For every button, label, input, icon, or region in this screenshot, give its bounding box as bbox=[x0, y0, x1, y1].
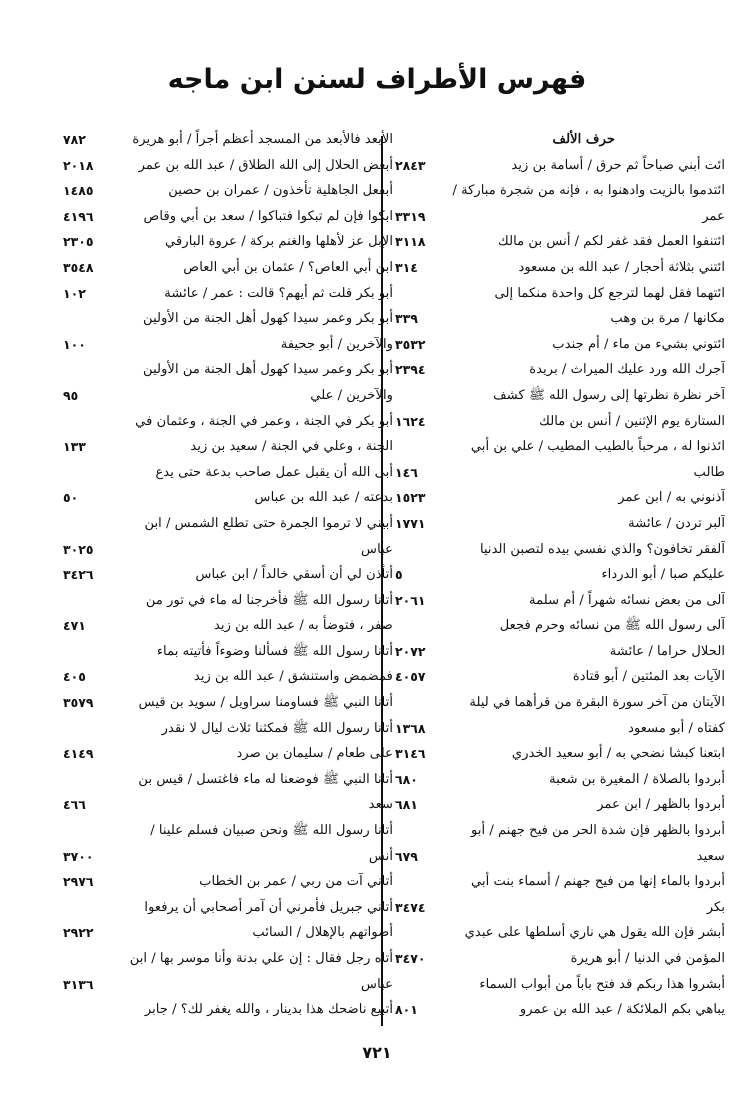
entry-text: أبو بكر وعمر سيدا كهول أهل الجنة من الأولين bbox=[143, 311, 393, 327]
index-entry bbox=[395, 204, 725, 230]
entry-text: أتانا النبي ﷺ فوضعنا له ماء فاغتسل / قيس بن bbox=[138, 771, 393, 787]
hadith-number: ٦٨١ bbox=[395, 797, 418, 813]
index-entry bbox=[395, 383, 725, 409]
hadith-number: ٣١٣٦ bbox=[63, 976, 94, 992]
hadith-number: ٢٠١٨ bbox=[63, 157, 94, 173]
hadith-number: ١٥٢٣ bbox=[395, 490, 426, 506]
hadith-number: ٣١٤٦ bbox=[395, 746, 426, 762]
hadith-number: ٣٥٤٨ bbox=[63, 259, 94, 275]
entry-text: آلى من بعض نسائه شهراً / أم سلمة bbox=[529, 592, 725, 608]
entry-text: عباس bbox=[361, 976, 393, 992]
index-entry bbox=[395, 818, 725, 844]
entry-text: ائتنفوا العمل فقد غفر لكم / أنس بن مالك bbox=[498, 234, 725, 250]
hadith-number: ١٣٦٨ bbox=[395, 720, 426, 736]
index-entry bbox=[63, 844, 393, 870]
index-entry bbox=[63, 690, 393, 716]
index-entry bbox=[395, 869, 725, 895]
index-entry bbox=[63, 818, 393, 844]
entry-text: عمر bbox=[702, 208, 725, 224]
hadith-number: ٣٤٢٦ bbox=[63, 567, 94, 583]
entry-text: أتاني جبريل فأمرني أن آمر أصحابي أن يرفعوا bbox=[144, 899, 393, 915]
index-column-left bbox=[63, 127, 393, 1027]
index-entry bbox=[395, 485, 725, 511]
hadith-number: ١٦٢٤ bbox=[395, 413, 426, 429]
index-entry bbox=[63, 920, 393, 946]
index-entry bbox=[395, 460, 725, 486]
index-entry bbox=[395, 255, 725, 281]
entry-text: أبفعل الجاهلية تأخذون / عمران بن حصين bbox=[168, 183, 393, 199]
entry-text: أتاه رجل فقال : إن علي بدنة وأنا موسر بها / ابن bbox=[129, 951, 393, 966]
hadith-number: ٥٠ bbox=[63, 490, 79, 506]
entry-text: أبيني لا ترموا الجمرة حتى تطلع الشمس / ابن bbox=[144, 515, 393, 531]
hadith-number: ٢٠٧٢ bbox=[395, 643, 426, 659]
entry-text: مكانها / مرة بن وهب bbox=[610, 311, 725, 327]
index-entry bbox=[63, 767, 393, 793]
entry-text: أتبيع ناضحك هذا بدينار ، والله يغفر لك؟ / جابر bbox=[144, 1002, 393, 1018]
entry-text: ائذنوا له ، مرحباً بالطيب المطيب / علي بن أبي bbox=[470, 439, 725, 455]
hadith-number: ٢٩٧٦ bbox=[63, 874, 94, 890]
hadith-number: ١٤٦ bbox=[395, 464, 418, 480]
index-entry bbox=[395, 844, 725, 870]
entry-text: الإبل عز لأهلها والغنم بركة / عروة البارقي bbox=[165, 234, 393, 250]
entry-text: الآيتان من آخر سورة البقرة من قرأهما في ليلة bbox=[469, 695, 725, 711]
index-entry bbox=[395, 895, 725, 921]
index-entry bbox=[395, 613, 725, 639]
entry-text: أبو بكر قلت ثم أيهم؟ قالت : عمر / عائشة bbox=[164, 285, 393, 301]
index-entry bbox=[395, 741, 725, 767]
index-entry bbox=[63, 639, 393, 665]
index-entry bbox=[63, 306, 393, 332]
index-entry bbox=[395, 920, 725, 946]
entry-text: آخر نظرة نظرتها إلى رسول الله ﷺ كشف bbox=[493, 387, 725, 403]
entry-text: أنس bbox=[368, 848, 393, 864]
entry-text: أصواتهم بالإهلال / السائب bbox=[252, 925, 393, 941]
index-entry bbox=[63, 511, 393, 537]
index-entry bbox=[63, 792, 393, 818]
index-entry bbox=[395, 178, 725, 204]
index-entry bbox=[63, 562, 393, 588]
entry-text: الآيات بعد المئتين / أبو قتادة bbox=[572, 669, 725, 685]
index-entry bbox=[63, 664, 393, 690]
entry-text: سعيد bbox=[696, 848, 725, 864]
index-entry bbox=[395, 664, 725, 690]
entry-text: أتانا النبي ﷺ فساومنا سراويل / سويد بن قيس bbox=[138, 695, 393, 711]
entry-text: أتأذن لي أن أسقي خالداً / ابن عباس bbox=[195, 567, 393, 583]
hadith-number: ٤٠٥ bbox=[63, 669, 86, 685]
entry-text: أبشروا هذا ربكم قد فتح باباً من أبواب السماء bbox=[479, 976, 725, 992]
index-entry bbox=[395, 306, 725, 332]
index-entry bbox=[395, 972, 725, 998]
entry-text: الأبعد فالأبعد من المسجد أعظم أجراً / أبو هريرة bbox=[132, 132, 393, 147]
entry-text: ابكوا فإن لم تبكوا فتباكوا / سعد بن أبي وقاص bbox=[143, 208, 393, 224]
entry-text: يباهي بكم الملائكة / عبد الله بن عمرو bbox=[519, 1002, 725, 1018]
entry-text: أبو بكر وعمر سيدا كهول أهل الجنة من الأولين bbox=[143, 362, 393, 378]
entry-text: أتانا رسول الله ﷺ فسألنا وضوءاً فأتيته بماء bbox=[156, 643, 393, 659]
entry-text: ابن أبي العاص؟ / عثمان بن أبي العاص bbox=[183, 259, 393, 275]
index-entry bbox=[63, 946, 393, 972]
hadith-number: ٣٥٣٢ bbox=[395, 336, 426, 352]
entry-text: أتاني آت من ربي / عمر بن الخطاب bbox=[199, 874, 393, 890]
entry-text: آجرك الله ورد عليك الميراث / بريدة bbox=[529, 362, 725, 378]
entry-text: ائتني بثلاثة أحجار / عبد الله بن مسعود bbox=[518, 259, 725, 275]
index-entry bbox=[395, 537, 725, 563]
entry-text: أبردوا بالصلاة / المغيرة بن شعبة bbox=[549, 771, 725, 787]
entry-text: ائتدموا بالزيت وادهنوا به ، فإنه من شجرة مباركة / bbox=[452, 183, 725, 199]
entry-text: على طعام / سليمان بن صرد bbox=[236, 746, 393, 762]
index-entry bbox=[395, 281, 725, 307]
index-entry bbox=[63, 332, 393, 358]
hadith-number: ١٧٧١ bbox=[395, 515, 426, 531]
entry-text: الجنة ، وعلي في الجنة / سعيد بن زيد bbox=[190, 439, 393, 455]
index-entry bbox=[395, 792, 725, 818]
entry-text: ابتعنا كبشا نضحي به / أبو سعيد الخدري bbox=[511, 746, 725, 762]
hadith-number: ٣٠٢٥ bbox=[63, 541, 94, 557]
index-entry bbox=[63, 485, 393, 511]
hadith-number: ٤١٩٦ bbox=[63, 208, 94, 224]
hadith-number: ٤٦٦ bbox=[63, 797, 86, 813]
entry-text: أبغض الحلال إلى الله الطلاق / عبد الله بن عمر bbox=[138, 157, 393, 173]
entry-text: ائتهما فقل لهما لترجع كل واحدة منكما إلى bbox=[494, 285, 725, 301]
entry-text: أبردوا بالظهر / ابن عمر bbox=[597, 797, 725, 813]
hadith-number: ٣٣١٩ bbox=[395, 208, 426, 224]
hadith-number: ٥ bbox=[395, 567, 403, 583]
index-column-right bbox=[395, 127, 725, 1027]
index-entry bbox=[395, 332, 725, 358]
hadith-number: ١٠٠ bbox=[63, 336, 86, 352]
index-entry bbox=[63, 997, 393, 1023]
hadith-number: ١٣٣ bbox=[63, 439, 86, 455]
index-entry bbox=[63, 281, 393, 307]
entry-text: الحلال حراما / عائشة bbox=[609, 643, 725, 659]
index-entry bbox=[395, 767, 725, 793]
entry-text: آلبر تردن / عائشة bbox=[628, 515, 725, 531]
entry-text: والآخرين / أبو جحيفة bbox=[280, 336, 393, 352]
index-entry bbox=[395, 690, 725, 716]
index-entry bbox=[63, 434, 393, 460]
index-entry bbox=[63, 229, 393, 255]
hadith-number: ٤٧١ bbox=[63, 618, 86, 634]
index-entry bbox=[63, 613, 393, 639]
index-entry bbox=[63, 741, 393, 767]
index-entry bbox=[395, 997, 725, 1023]
page-title: فهرس الأطراف لسنن ابن ماجه bbox=[167, 64, 587, 95]
entry-text: عباس bbox=[361, 541, 393, 557]
hadith-number: ٢٨٤٣ bbox=[395, 157, 426, 173]
entry-text: عليكم صبا / أبو الدرداء bbox=[601, 567, 725, 583]
hadith-number: ٣٧٠٠ bbox=[63, 848, 94, 864]
index-entry bbox=[63, 255, 393, 281]
entry-text: أتانا رسول الله ﷺ فأخرجنا له ماء في تور من bbox=[145, 592, 393, 608]
hadith-number: ٣٥٧٩ bbox=[63, 695, 94, 711]
entry-text: أبشر فإن الله يقول هي ناري أسلطها على عبدي bbox=[464, 925, 725, 941]
index-entry bbox=[395, 716, 725, 742]
index-entry bbox=[63, 588, 393, 614]
hadith-number: ٢٠٦١ bbox=[395, 592, 426, 608]
entry-text: الستارة يوم الإثنين / أنس بن مالك bbox=[539, 413, 725, 429]
entry-text: بكر bbox=[706, 899, 725, 915]
entry-text: سعد bbox=[368, 797, 393, 813]
index-entry bbox=[395, 153, 725, 179]
hadith-number: ٤١٤٩ bbox=[63, 746, 94, 762]
entry-text: أتانا رسول الله ﷺ فمكثنا ثلاث ليال لا نقدر bbox=[161, 720, 393, 736]
hadith-number: ٣١٤ bbox=[395, 259, 418, 275]
entry-text: آلى رسول الله ﷺ من نسائه وحرم فجعل bbox=[499, 618, 725, 634]
index-entry bbox=[63, 895, 393, 921]
index-entry bbox=[63, 972, 393, 998]
index-entry bbox=[63, 383, 393, 409]
index-entry bbox=[63, 178, 393, 204]
index-entry bbox=[395, 357, 725, 383]
entry-text: كفتاه / أبو مسعود bbox=[628, 720, 725, 736]
entry-text: بدعته / عبد الله بن عباس bbox=[254, 490, 393, 506]
index-entry bbox=[395, 229, 725, 255]
entry-text: أبى الله أن يقبل عمل صاحب بدعة حتى يدع bbox=[155, 464, 393, 480]
entry-text: أبردوا بالماء إنها من فيح جهنم / أسماء بنت أبي bbox=[470, 874, 725, 890]
hadith-number: ١٤٨٥ bbox=[63, 183, 94, 199]
index-entry bbox=[63, 409, 393, 435]
entry-text: حرف الألف bbox=[552, 132, 615, 147]
entry-text: صفر ، فتوضأ به / عبد الله بن زيد bbox=[214, 618, 393, 634]
entry-text: المؤمن في الدنيا / أبو هريرة bbox=[570, 951, 725, 966]
index-entry bbox=[63, 357, 393, 383]
entry-text: أبردوا بالظهر فإن شدة الحر من فيح جهنم / أبو bbox=[471, 823, 725, 839]
hadith-number: ٨٠١ bbox=[395, 1002, 418, 1018]
entry-text: والآخرين / علي bbox=[310, 387, 393, 403]
entry-text: فمضمض واستنشق / عبد الله بن زيد bbox=[193, 669, 393, 685]
hadith-number: ٦٨٠ bbox=[395, 771, 418, 787]
page-number: ٧٢١ bbox=[362, 1043, 392, 1062]
hadith-number: ٩٥ bbox=[63, 387, 79, 403]
index-entry bbox=[63, 537, 393, 563]
index-entry bbox=[395, 511, 725, 537]
hadith-number: ٣٣٩ bbox=[395, 311, 418, 327]
hadith-number: ٧٨٢ bbox=[63, 132, 86, 147]
index-entry bbox=[63, 869, 393, 895]
hadith-number: ٢٣٩٤ bbox=[395, 362, 426, 378]
hadith-number: ٤٠٥٧ bbox=[395, 669, 426, 685]
entry-text: ائت أبني صباحاً ثم حرق / أسامة بن زيد bbox=[511, 157, 725, 173]
hadith-number: ٣٤٧٠ bbox=[395, 951, 426, 966]
index-entry bbox=[395, 639, 725, 665]
entry-text: أتانا رسول الله ﷺ ونحن صبيان فسلم علينا / bbox=[150, 823, 393, 839]
index-entry bbox=[63, 460, 393, 486]
entry-text: آذنوني به / ابن عمر bbox=[618, 490, 725, 506]
index-entry bbox=[63, 153, 393, 179]
entry-text: ائتوني بشيء من ماء / أم جندب bbox=[552, 336, 725, 352]
hadith-number: ٣١١٨ bbox=[395, 234, 426, 250]
hadith-number: ٢٣٠٥ bbox=[63, 234, 94, 250]
index-entry bbox=[63, 127, 393, 153]
entry-text: طالب bbox=[693, 464, 725, 480]
index-entry bbox=[395, 946, 725, 972]
index-entry bbox=[395, 562, 725, 588]
hadith-number: ٢٩٢٢ bbox=[63, 925, 94, 941]
section-heading bbox=[395, 127, 725, 153]
index-entry bbox=[395, 588, 725, 614]
index-entry bbox=[63, 204, 393, 230]
hadith-number: ٦٧٩ bbox=[395, 848, 418, 864]
entry-text: أبو بكر في الجنة ، وعمر في الجنة ، وعثمان في bbox=[135, 413, 393, 429]
index-entry bbox=[63, 716, 393, 742]
hadith-number: ٣٤٧٤ bbox=[395, 899, 426, 915]
index-entry bbox=[395, 434, 725, 460]
index-entry bbox=[395, 409, 725, 435]
entry-text: آلفقر تخافون؟ والذي نفسي بيده لتصبن الدنيا bbox=[479, 541, 725, 557]
hadith-number: ١٠٢ bbox=[63, 285, 86, 301]
